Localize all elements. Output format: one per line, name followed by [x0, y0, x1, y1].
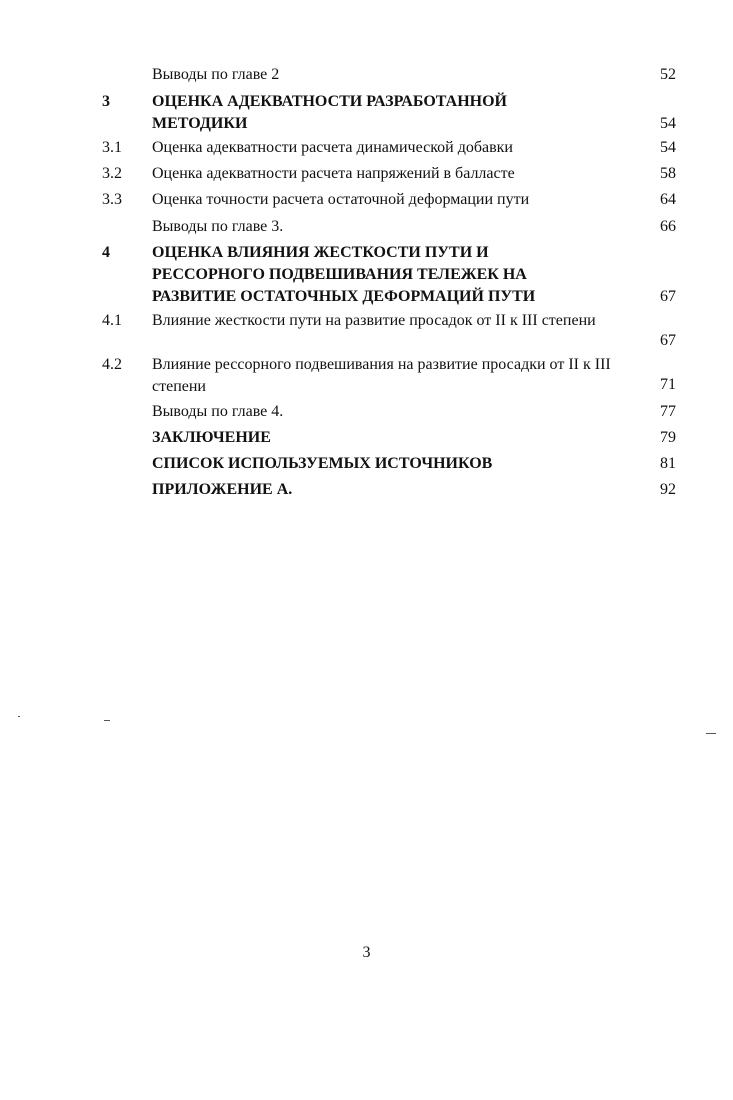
toc-entry-page: 66	[660, 218, 676, 235]
toc-entry-title: СПИСОК ИСПОЛЬЗУЕМЫХ ИСТОЧНИКОВ	[152, 455, 493, 472]
scan-speck	[18, 716, 20, 717]
toc-entry-title: Оценка точности расчета остаточной деформации пути	[152, 191, 530, 208]
toc-entry-page: 64	[660, 191, 676, 208]
toc-entry-page: 58	[660, 165, 676, 182]
toc-entry-number: 3.1	[102, 139, 122, 156]
toc-entry-title: Влияние жесткости пути на развитие просадок от II к III степени	[152, 312, 596, 329]
toc-entry-number: 3.3	[102, 191, 122, 208]
toc-entry-number: 4.1	[102, 312, 122, 329]
toc-entry-page: 79	[660, 429, 676, 446]
toc-entry-page: 92	[660, 481, 676, 498]
toc-entry-title: ПРИЛОЖЕНИЕ А.	[152, 481, 293, 498]
toc-entry-number: 3.2	[102, 165, 122, 182]
toc-entry-page: 67	[660, 332, 676, 349]
toc-entry-page: 77	[660, 403, 676, 420]
toc-entry-title: Выводы по главе 3.	[152, 218, 284, 235]
toc-entry-title: ОЦЕНКА ВЛИЯНИЯ ЖЕСТКОСТИ ПУТИ И РЕССОРНОГО ПОДВЕШИВАНИЯ ТЕЛЕЖЕК НА РАЗВИТИЕ ОСТАТОЧНЫХ ДЕФОРМАЦИЙ ПУТИ	[152, 244, 536, 305]
toc-entry-number: 4.2	[102, 356, 122, 373]
toc-entry-number: 3	[102, 93, 110, 110]
scan-speck	[104, 720, 110, 721]
toc-entry-page: 67	[660, 288, 676, 305]
toc-entry-number: 4	[102, 244, 110, 261]
toc-entry-title: Оценка адекватности расчета напряжений в балласте	[152, 165, 515, 182]
scan-speck	[706, 733, 716, 734]
toc-entry-page: 81	[660, 455, 676, 472]
toc-entry-title: Выводы по главе 4.	[152, 403, 284, 420]
toc-entry-page: 52	[660, 66, 676, 83]
toc-entry-page: 54	[660, 139, 676, 156]
page-number: 3	[362, 944, 371, 961]
toc-entry-title: Выводы по главе 2	[152, 66, 280, 83]
toc-entry-title: Оценка адекватности расчета динамической добавки	[152, 139, 513, 156]
toc-entry-title: ЗАКЛЮЧЕНИЕ	[152, 429, 271, 446]
toc-entry-title: ОЦЕНКА АДЕКВАТНОСТИ РАЗРАБОТАННОЙ МЕТОДИКИ	[152, 93, 507, 132]
toc-entry-page: 54	[660, 115, 676, 132]
toc-entry-title: Влияние рессорного подвешивания на развитие просадки от II к III степени	[152, 356, 611, 395]
toc-entry-page: 71	[660, 376, 676, 393]
